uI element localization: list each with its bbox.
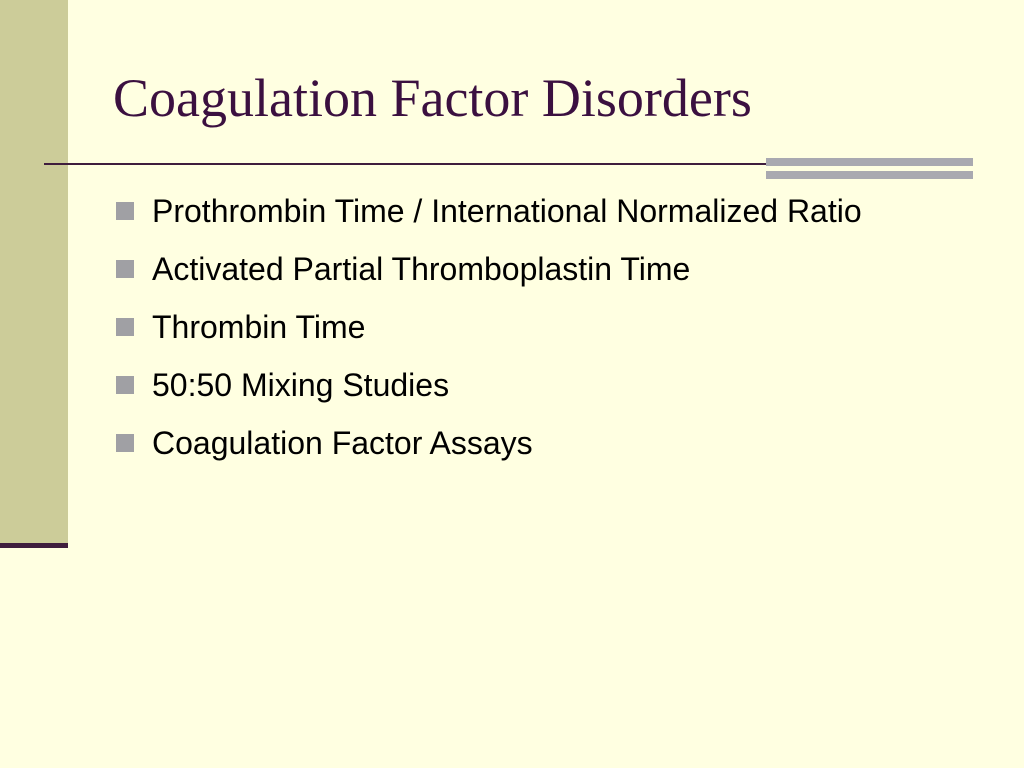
bullet-text: 50:50 Mixing Studies [152, 367, 450, 403]
bullet-item [115, 363, 955, 407]
left-band-accent-line [0, 543, 68, 548]
square-bullet-icon [116, 202, 134, 220]
bullet-text: Activated Partial Thromboplastin Time [152, 251, 691, 287]
square-bullet-icon [116, 376, 134, 394]
bullet-text: Prothrombin Time / International Normalized Ratio [152, 193, 862, 229]
bullet-item [115, 189, 955, 233]
square-bullet-icon [116, 318, 134, 336]
bullet-text: Coagulation Factor Assays [152, 425, 533, 461]
bullet-text: Thrombin Time [152, 309, 366, 345]
bullet-item [115, 421, 955, 465]
bullet-item [115, 305, 955, 349]
square-bullet-icon [116, 434, 134, 452]
square-bullet-icon [116, 260, 134, 278]
bullet-item [115, 247, 955, 291]
slide-title: Coagulation Factor Disorders [113, 68, 752, 128]
title-accent-bar-top [766, 158, 973, 166]
left-decorative-band [0, 0, 68, 543]
title-accent-bar-bottom [766, 171, 973, 179]
bullet-list [115, 189, 955, 479]
